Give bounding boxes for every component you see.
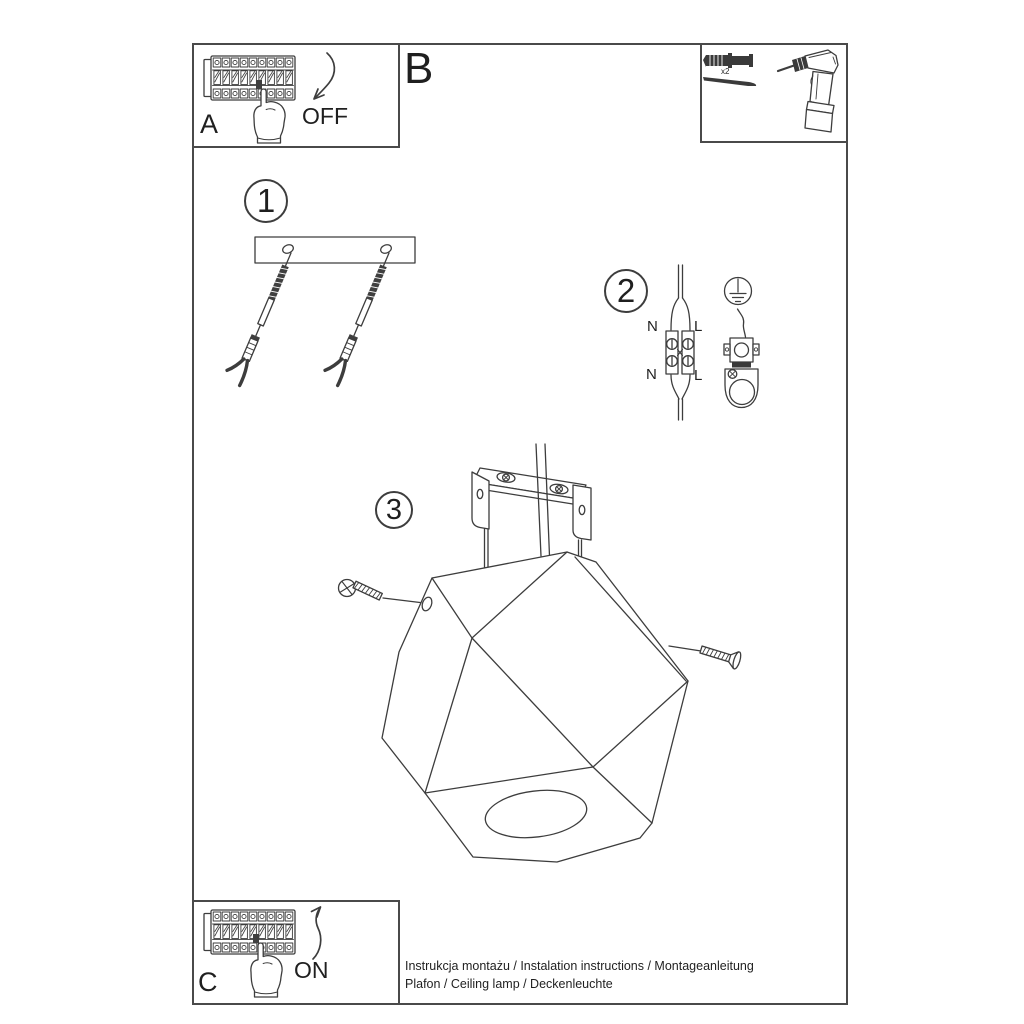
ceiling-bracket-illustration xyxy=(472,468,591,568)
off-arrow-icon xyxy=(314,53,334,99)
lamp-holder-icon xyxy=(724,309,759,408)
lamp-screw-right-icon xyxy=(669,641,742,670)
footer-text xyxy=(405,958,754,993)
step-b-label: B xyxy=(404,44,434,93)
step-1-badge xyxy=(244,179,288,223)
lamp-body-illustration xyxy=(382,552,688,862)
step-3-badge xyxy=(375,491,413,529)
lamp-screw-left-icon xyxy=(339,580,421,603)
footer-line-2: Plafon / Ceiling lamp / Deckenleuchte xyxy=(405,976,613,991)
hanger-rod-left xyxy=(485,529,489,568)
hanger-rod-right xyxy=(579,540,582,557)
switch-off-label: OFF xyxy=(302,103,348,129)
wire-neutral-top-label: N xyxy=(647,318,658,335)
suspension-cable xyxy=(536,444,550,556)
footer-line-1: Instrukcja montażu / Instalation instructions / Montageanleitung xyxy=(405,959,754,973)
drill-icon xyxy=(778,50,838,132)
step-1-number: 1 xyxy=(256,182,276,219)
step-2-number: 2 xyxy=(616,272,636,309)
step-3-number: 3 xyxy=(385,493,403,526)
screw-icon xyxy=(703,77,756,86)
step1-art xyxy=(224,237,415,386)
plug-quantity-label: x2 xyxy=(721,67,730,76)
tools-art xyxy=(703,50,838,132)
wire-neutral-bottom-label: N xyxy=(646,366,657,383)
ground-symbol-icon xyxy=(725,278,752,305)
step-a-label: A xyxy=(200,109,219,139)
step-2-badge xyxy=(604,269,648,313)
wire-live-top-label: L xyxy=(694,318,703,335)
step2-art xyxy=(666,265,759,420)
on-arrow-icon xyxy=(312,907,321,959)
step-c-label: C xyxy=(198,967,218,997)
switch-on-label: ON xyxy=(294,957,329,983)
wire-live-bottom-label: L xyxy=(694,367,703,384)
terminal-block-icon xyxy=(666,331,694,374)
wall-plug-icon xyxy=(703,53,753,68)
